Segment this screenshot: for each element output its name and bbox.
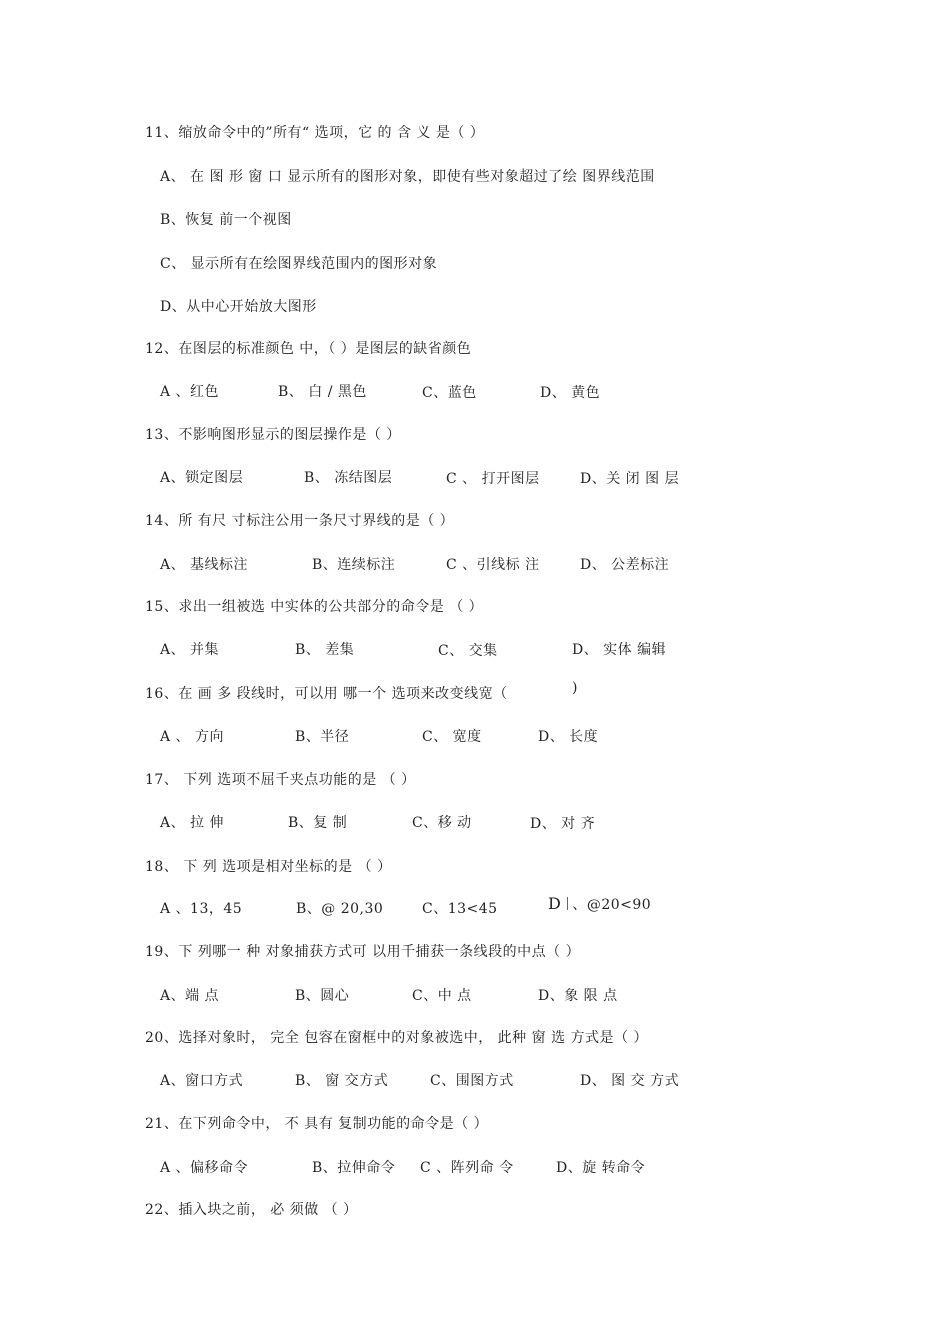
question-15-option-d: D、 实体 编辑 <box>572 642 667 658</box>
question-18-option-d-letter: D <box>548 894 562 913</box>
question-11-option-c: C、 显示所有在绘图界线范围内的图形对象 <box>160 256 438 272</box>
question-21-option-a: A 、偏移命令 <box>160 1160 249 1176</box>
question-15-stem: 15、求出一组被选 中实体的公共部分的命令是 （ ） <box>145 599 484 615</box>
question-12-option-c: C、蓝色 <box>422 385 477 401</box>
question-12-option-a: A 、红色 <box>160 384 220 400</box>
question-13-option-b: B、 冻结图层 <box>304 470 393 486</box>
question-14-option-a: A、 基线标注 <box>160 557 249 573</box>
question-13-option-c: C 、 打开图层 <box>446 471 540 487</box>
question-17-option-b: B、复 制 <box>288 815 348 831</box>
question-19-stem: 19、下 列哪一 种 对象捕获方式可 以用千捕获一条线段的中点（ ） <box>145 944 581 960</box>
question-15-option-b: B、 差集 <box>295 642 355 658</box>
question-13-stem: 13、不影响图形显示的图层操作是（ ） <box>145 427 401 443</box>
question-19-option-d: D、象 限 点 <box>538 988 618 1004</box>
question-16-close-paren: ) <box>572 680 578 696</box>
question-11-option-a: A、 在 图 形 窗 口 显示所有的图形对象，即使有些对象超过了绘 图界线范围 <box>160 169 655 185</box>
question-14-stem: 14、所 有尺 寸标注公用一条尺寸界线的是（ ） <box>145 513 455 529</box>
question-17-option-d: D、 对 齐 <box>530 816 596 832</box>
question-20-option-c: C、围图方式 <box>430 1073 514 1089</box>
question-18-option-a: A 、13，45 <box>160 901 243 917</box>
question-11-option-d: D、从中心开始放大图形 <box>160 299 317 315</box>
question-17-option-c: C、移 动 <box>412 815 472 831</box>
question-12-stem: 12、在图层的标准颜色 中，（ ）是图层的缺省颜色 <box>145 341 472 357</box>
question-12-option-b: B、 白 / 黑色 <box>278 384 367 400</box>
question-11-stem: 11、缩放命令中的”所有“ 选项，它 的 含 义 是（ ） <box>145 125 485 141</box>
question-18-option-c: C、13<45 <box>422 901 498 917</box>
question-19-option-c: C、中 点 <box>412 988 472 1004</box>
question-18-option-d <box>548 894 651 914</box>
question-20-option-a: A、窗口方式 <box>160 1073 244 1089</box>
question-21-option-d: D、旋 转命令 <box>556 1160 646 1176</box>
question-17-stem: 17、 下列 选项不屈千夹点功能的是 （ ） <box>145 772 416 788</box>
question-14-option-c: C 、引线标 注 <box>446 557 540 573</box>
text-cursor-icon <box>567 897 568 910</box>
question-15-option-a: A、 并集 <box>160 642 220 658</box>
question-21-option-c: C 、阵列命 令 <box>420 1160 514 1176</box>
question-16-stem: 16、在 画 多 段线时，可以用 哪一个 选项来改变线宽（ <box>145 686 508 702</box>
question-16-option-b: B、半径 <box>295 729 350 745</box>
question-16-option-a: A 、 方向 <box>160 729 225 745</box>
question-14-option-b: B、连续标注 <box>312 557 396 573</box>
question-13-option-a: A、锁定图层 <box>160 470 244 486</box>
question-12-option-d: D、 黄色 <box>540 385 601 401</box>
question-11-option-b: B、恢复 前一个视图 <box>160 212 292 228</box>
question-13-option-d: D、关 闭 图 层 <box>580 471 680 487</box>
question-14-option-d: D、 公差标注 <box>580 557 670 573</box>
question-22-stem: 22、插入块之前， 必 须做 （ ） <box>145 1202 358 1218</box>
question-20-option-d: D、 图 交 方式 <box>580 1073 680 1089</box>
question-18-option-d-value: 、@20<90 <box>572 897 652 913</box>
question-19-option-a: A、端 点 <box>160 988 220 1004</box>
question-17-option-a: A、 拉 伸 <box>160 815 225 831</box>
question-20-stem: 20、选择对象时， 完全 包容在窗框中的对象被选中， 此种 窗 选 方式是（ ） <box>145 1030 648 1046</box>
question-21-option-b: B、拉伸命令 <box>312 1160 396 1176</box>
question-16-option-c: C、 宽度 <box>422 729 482 745</box>
question-21-stem: 21、在下列命令中， 不 具有 复制功能的命令是（ ） <box>145 1116 489 1132</box>
question-18-option-b: B、@ 20,30 <box>296 901 384 917</box>
question-20-option-b: B、 窗 交方式 <box>295 1073 389 1089</box>
question-16-option-d: D、 长度 <box>538 729 599 745</box>
question-18-stem: 18、 下 列 选项是相对坐标的是 （ ） <box>145 859 392 875</box>
question-15-option-c: C、 交集 <box>438 643 498 659</box>
question-19-option-b: B、圆心 <box>295 988 350 1004</box>
